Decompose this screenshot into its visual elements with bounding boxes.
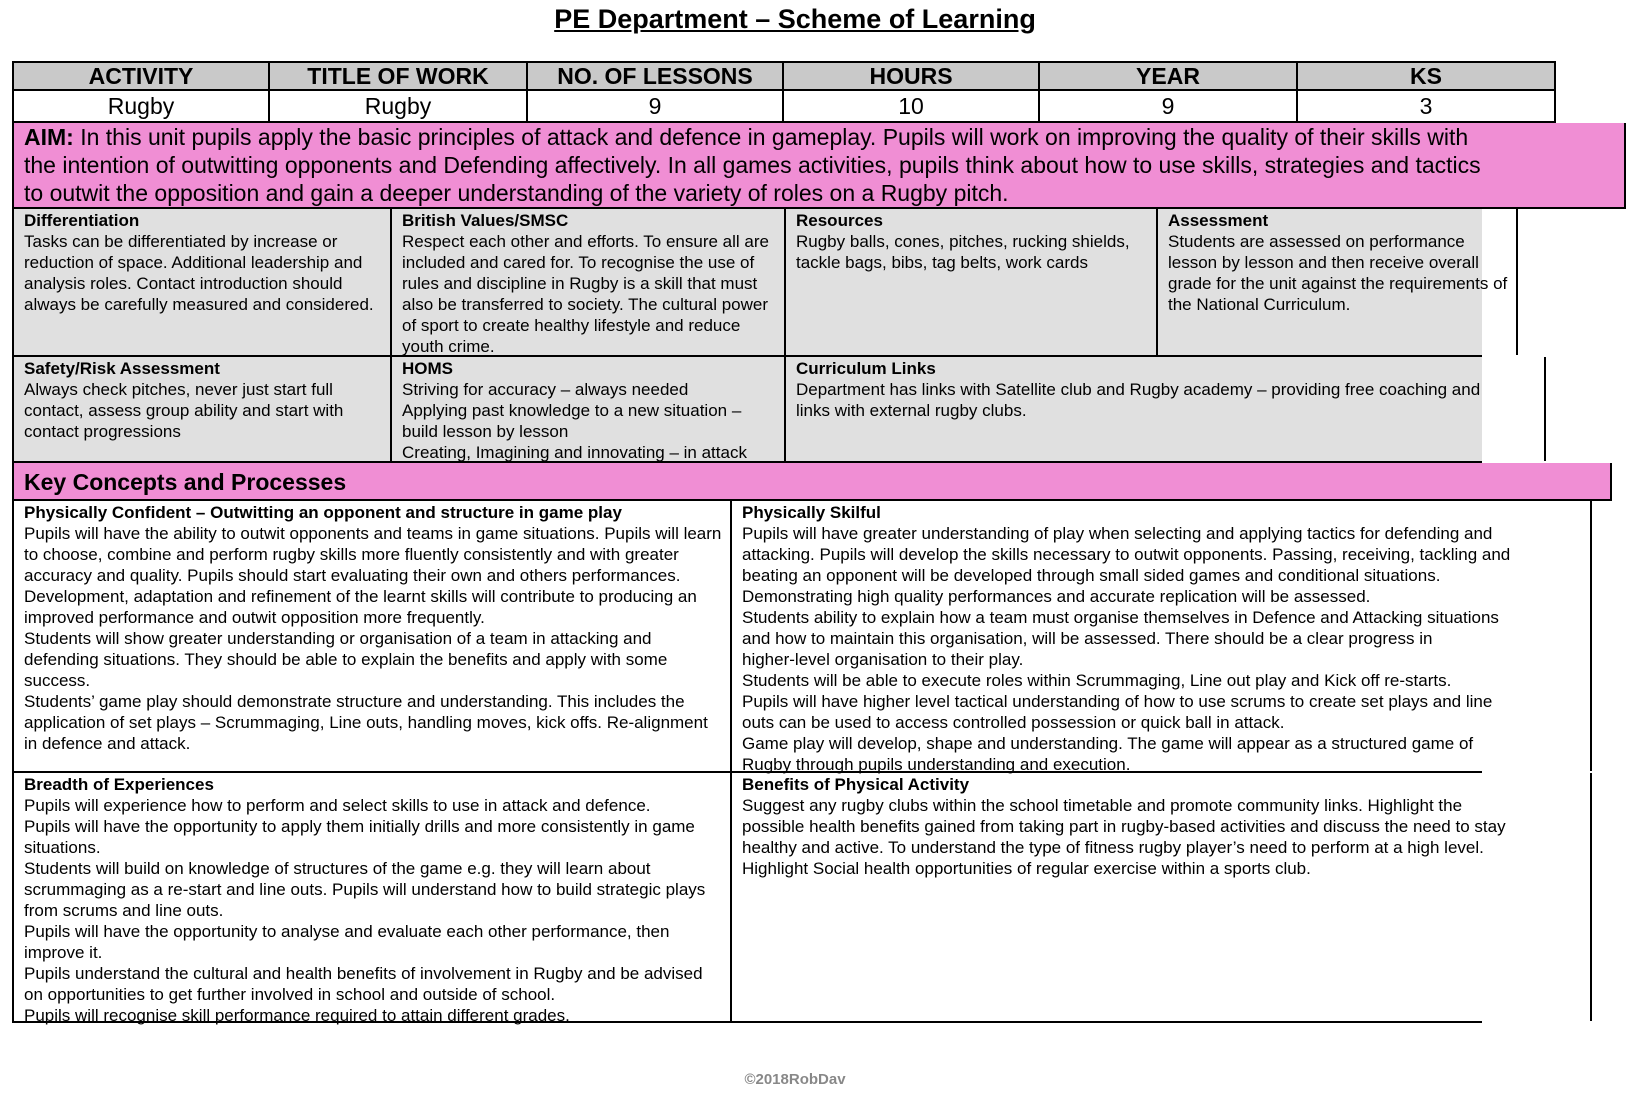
key-concepts-heading: Key Concepts and Processes: [12, 463, 1612, 501]
breadth-cell: [14, 773, 732, 1025]
page-title: PE Department – Scheme of Learning: [554, 4, 1036, 34]
aim-box: [12, 123, 1626, 209]
breadth-text: Pupils will experience how to perform and select skills to use in attack and defence. Pupils will have the opportunity to apply them initially drills and more consistently in game situations. Students will build on knowledge of structures of the game e.g. they will learn about scrummaging as a re-start and line outs. Pupils will understand how to build strategic plays from scrums and line outs. Pupils will have the opportunity to analyse and evaluate each other performance, then improve it. Pupils understand the cultural and health benefits of involvement in Rugby and be advised on opportunities to get further involved in school and outside of school. Pupils will recognise skill performance required to attain different grades.: [24, 796, 706, 1025]
assessment-heading: Assessment: [1168, 211, 1269, 230]
info-row-2: [12, 357, 1482, 463]
homs-heading: HOMS: [402, 359, 453, 378]
value-title-of-work: Rugby: [269, 90, 527, 122]
curriculum-links-cell: [786, 357, 1546, 461]
resources-heading: Resources: [796, 211, 883, 230]
resources-text: Rugby balls, cones, pitches, rucking shields, tackle bags, bibs, tag belts, work cards: [796, 232, 1130, 272]
physically-skilful-cell: [732, 501, 1592, 774]
safety-text: Always check pitches, never just start full contact, assess group ability and start with contact progressions: [24, 380, 344, 441]
british-values-cell: [392, 209, 786, 355]
value-activity: Rugby: [13, 90, 269, 122]
copyright-footer: ©2018RobDav: [744, 1071, 846, 1088]
safety-heading: Safety/Risk Assessment: [24, 359, 220, 378]
differentiation-text: Tasks can be differentiated by increase or reduction of space. Additional leadership and analysis roles. Contact introduction should always be carefully measured and considered.: [24, 232, 374, 314]
aim-line-2: the intention of outwitting opponents and Defending affectively. In all games activities, pupils think about how to use skills, strategies and tactics: [24, 152, 1481, 178]
value-year: 9: [1039, 90, 1297, 122]
resources-cell: [786, 209, 1158, 355]
benefits-heading: Benefits of Physical Activity: [742, 775, 970, 794]
summary-table: [12, 61, 1556, 123]
breadth-heading: Breadth of Experiences: [24, 775, 214, 794]
assessment-cell: [1158, 209, 1518, 355]
col-activity: ACTIVITY: [13, 62, 269, 90]
summary-header-row: [13, 62, 1555, 90]
col-title-of-work: TITLE OF WORK: [269, 62, 527, 90]
value-hours: 10: [783, 90, 1039, 122]
differentiation-heading: Differentiation: [24, 211, 140, 230]
summary-value-row: [13, 90, 1555, 122]
physically-confident-cell: [14, 501, 732, 771]
differentiation-cell: [14, 209, 392, 355]
benefits-cell: [732, 773, 1592, 1021]
value-ks: 3: [1297, 90, 1555, 122]
scheme-sheet: [12, 61, 1511, 1025]
aim-line-3: to outwit the opposition and gain a deeper understanding of the variety of roles on a Rugby pitch.: [24, 180, 1009, 206]
info-row-1: [12, 209, 1508, 357]
concepts-row-2: [12, 773, 1506, 1025]
homs-text: Striving for accuracy – always needed Applying past knowledge to a new situation – build lesson by lesson Creating, Imagining and innovating – in attack: [402, 380, 747, 462]
assessment-text: Students are assessed on performance lesson by lesson and then receive overall grade for the unit against the requirements of the National Curriculum.: [1168, 232, 1508, 314]
aim-text-1: In this unit pupils apply the basic principles of attack and defence in gameplay. Pupils will work on improving the quality of their skills with: [73, 124, 1469, 150]
concepts-row-1: [12, 501, 1511, 774]
safety-cell: [14, 357, 392, 461]
value-no-of-lessons: 9: [527, 90, 783, 122]
homs-cell: [392, 357, 786, 461]
col-hours: HOURS: [783, 62, 1039, 90]
col-ks: KS: [1297, 62, 1555, 90]
aim-label: AIM:: [24, 124, 74, 150]
british-values-text: Respect each other and efforts. To ensure all are included and cared for. To recognise the use of rules and discipline in Rugby is a skill that must also be transferred to society. The cultural power of sport to create healthy lifestyle and reduce youth crime.: [402, 232, 769, 356]
curriculum-links-text: Department has links with Satellite club and Rugby academy – providing free coaching and links with external rugby clubs.: [796, 380, 1481, 420]
british-values-heading: British Values/SMSC: [402, 211, 569, 230]
physically-skilful-text: Pupils will have greater understanding of play when selecting and applying tactics for defending and attacking. Pupils will develop the skills necessary to outwit opponents. Passing, receiving, tackling and beating an opponent will be developed through small sided games and conditional situations. Demonstrating high quality performances and accurate replication will be assessed. Students ability to explain how a team must organise themselves in Defence and Attacking situations and how to maintain this organisation, will be assessed. There should be a clear progress in higher-level organisation to their play. Students will be able to execute roles within Scrummaging, Line out play and Kick off re-starts. Pupils will have higher level tactical understanding of how to use scrums to create set plays and line outs can be used to access controlled possession or quick ball in attack. Game play will develop, shape and understanding. The game will appear as a structured game of Rugby through pupils understanding and execution.: [742, 524, 1511, 774]
col-year: YEAR: [1039, 62, 1297, 90]
physically-skilful-heading: Physically Skilful: [742, 503, 881, 522]
curriculum-links-heading: Curriculum Links: [796, 359, 936, 378]
physically-confident-heading: Physically Confident – Outwitting an opponent and structure in game play: [24, 503, 622, 522]
col-no-of-lessons: NO. OF LESSONS: [527, 62, 783, 90]
physically-confident-text: Pupils will have the ability to outwit opponents and teams in game situations. Pupils will learn to choose, combine and perform rugby skills more fluently consistently and with greater accuracy and quality. Pupils should start evaluating their own and others performances. Development, adaptation and refinement of the learnt skills will contribute to producing an improved performance and outwit opposition more frequently. Students will show greater understanding or organisation of a team in attacking and defending situations. They should be able to explain the benefits and apply with some success. Students’ game play should demonstrate structure and understanding. This includes the application of set plays – Scrummaging, Line outs, handling moves, kick offs. Re-alignment in defence and attack.: [24, 524, 722, 753]
aim-line-1: [24, 123, 1624, 151]
benefits-text: Suggest any rugby clubs within the school timetable and promote community links. Highlight the possible health benefits gained from taking part in rugby-based activities and discuss the need to stay healthy and active. To understand the type of fitness rugby player’s need to perform at a high level. Highlight Social health opportunities of regular exercise within a sports club.: [742, 796, 1506, 878]
